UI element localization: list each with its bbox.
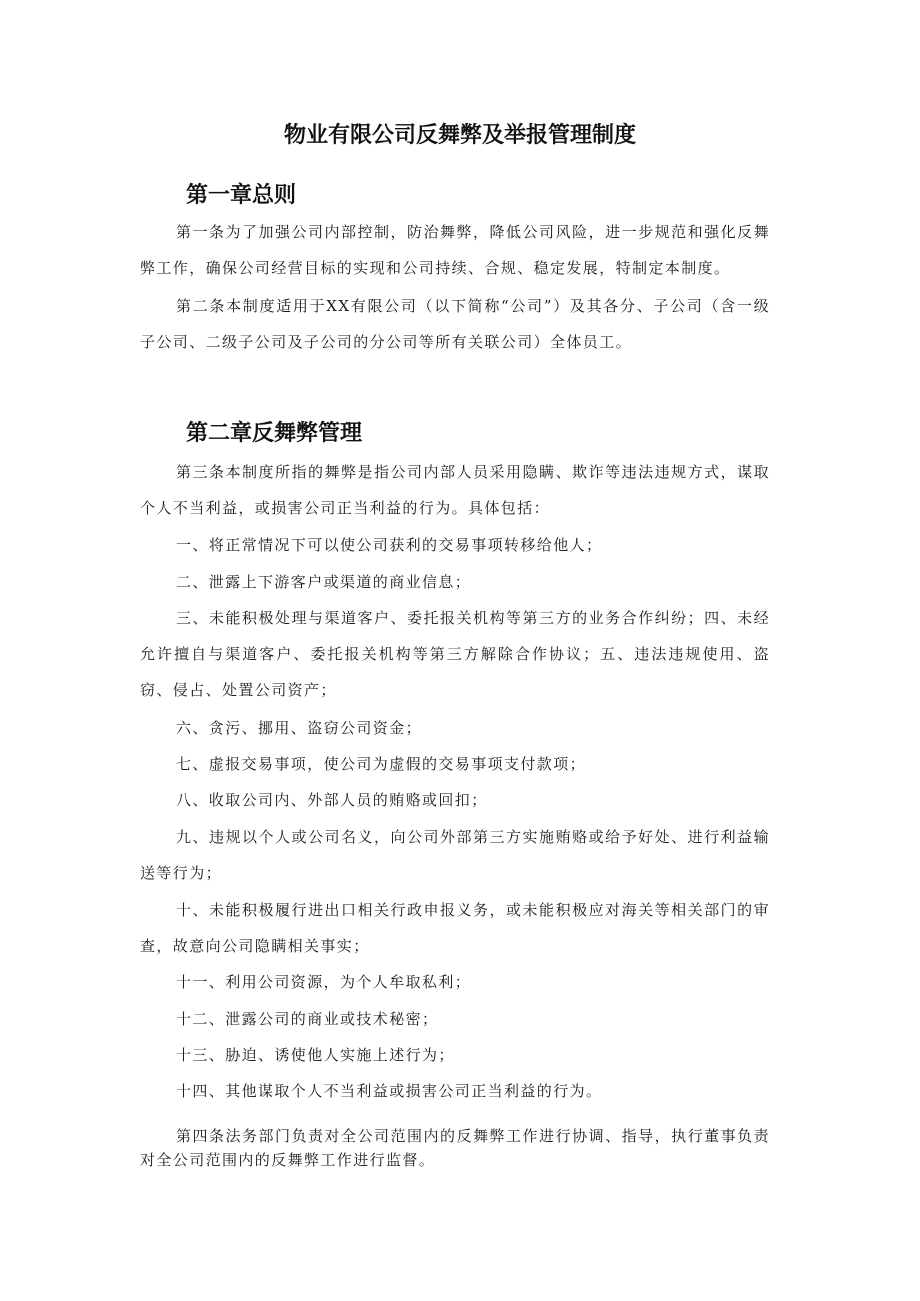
list-item: 十二、泄露公司的商业或技术秘密；	[176, 1010, 439, 1028]
article-3: 第三条本制度所指的舞弊是指公司内部人员采用隐瞒、欺诈等违法违规方式，谋取个人不当利益，或损害公司正当利益的行为。具体包括：	[140, 463, 770, 517]
list-item: 六、贪污、挪用、盗窃公司资金；	[176, 719, 423, 737]
list-item: 九、违规以个人或公司名义，向公司外部第三方实施贿赂或给予好处、进行利益输送等行为；	[140, 828, 770, 882]
list-item: 七、虚报交易事项，使公司为虚假的交易事项支付款项；	[176, 755, 587, 773]
list-item: 十一、利用公司资源，为个人牟取私利；	[176, 973, 472, 991]
article-4: 第四条法务部门负责对全公司范围内的反舞弊工作进行协调、指导，执行董事负责对全公司范围内的反舞弊工作进行监督。	[140, 1127, 770, 1169]
list-item: 八、收取公司内、外部人员的贿赂或回扣；	[176, 791, 488, 809]
chapter-heading-1: 第一章总则	[186, 183, 297, 208]
chapter-heading-2: 第二章反舞弊管理	[186, 421, 363, 446]
article-2: 第二条本制度适用于XX有限公司（以下简称“公司”）及其各分、子公司（含一级子公司、二级子公司及子公司的分公司等所有关联公司）全体员工。	[140, 297, 770, 351]
list-item: 十四、其他谋取个人不当利益或损害公司正当利益的行为。	[176, 1082, 603, 1100]
document-title: 物业有限公司反舞弊及举报管理制度	[283, 123, 636, 148]
list-item: 十三、胁迫、诱使他人实施上述行为；	[176, 1046, 455, 1064]
article-1: 第一条为了加强公司内部控制，防治舞弊，降低公司风险，进一步规范和强化反舞弊工作，确保公司经营目标的实现和公司持续、合规、稳定发展，特制定本制度。	[140, 223, 770, 277]
list-item: 二、泄露上下游客户或渠道的商业信息；	[176, 573, 472, 591]
list-item: 十、未能积极履行进出口相关行政申报义务，或未能积极应对海关等相关部门的审查，故意向公司隐瞒相关事实；	[140, 901, 770, 955]
list-item: 三、未能积极处理与渠道客户、委托报关机构等第三方的业务合作纠纷；四、未经允许擅自与渠道客户、委托报关机构等第三方解除合作协议；五、违法违规使用、盗窃、侵占、处置公司资产；	[140, 609, 770, 699]
list-item: 一、将正常情况下可以使公司获利的交易事项转移给他人；	[176, 536, 603, 554]
